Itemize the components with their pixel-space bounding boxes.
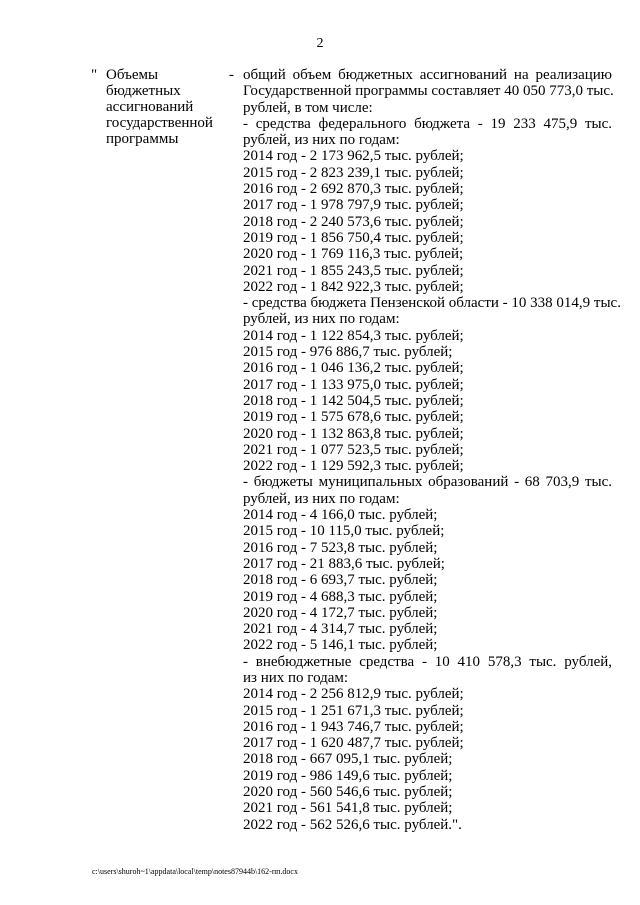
- content-line: 2018 год - 2 240 573,6 тыс. рублей;: [243, 213, 464, 230]
- content-line: 2019 год - 1 575 678,6 тыс. рублей;: [243, 409, 464, 426]
- content-line: 2016 год - 7 523,8 тыс. рублей;: [243, 539, 438, 556]
- content-line: 2017 год - 21 883,6 тыс. рублей;: [243, 555, 445, 572]
- content-line: 2016 год - 1 943 746,7 тыс. рублей;: [243, 718, 464, 735]
- content-line: 2020 год - 560 546,6 тыс. рублей;: [243, 784, 453, 801]
- content-line: 2019 год - 4 688,3 тыс. рублей;: [243, 588, 438, 605]
- row-dash: -: [229, 67, 234, 83]
- content-line: - средства бюджета Пензенской области - 10 338 014,9 тыс.: [243, 295, 621, 312]
- content-line: 2020 год - 4 172,7 тыс. рублей;: [243, 604, 438, 621]
- content-line: 2015 год - 976 886,7 тыс. рублей;: [243, 344, 453, 361]
- row-label-line: программы: [106, 131, 179, 147]
- content-line: 2017 год - 1 133 975,0 тыс. рублей;: [243, 376, 464, 393]
- content-line: из них по годам:: [243, 669, 349, 686]
- content-line: 2019 год - 986 149,6 тыс. рублей;: [243, 767, 453, 784]
- content-line: 2016 год - 1 046 136,2 тыс. рублей;: [243, 360, 464, 377]
- content-line: 2014 год - 1 122 854,3 тыс. рублей;: [243, 327, 464, 344]
- content-line: 2017 год - 1 978 797,9 тыс. рублей;: [243, 197, 464, 214]
- content-line: 2018 год - 667 095,1 тыс. рублей;: [243, 751, 453, 768]
- content-line: рублей, из них по годам:: [243, 311, 400, 328]
- content-line: 2020 год - 1 132 863,8 тыс. рублей;: [243, 425, 464, 442]
- content-line: рублей, из них по годам:: [243, 490, 400, 507]
- row-label-line: государственной: [106, 115, 213, 131]
- content-line: рублей, в том числе:: [243, 99, 373, 116]
- content-line: 2016 год - 2 692 870,3 тыс. рублей;: [243, 181, 464, 198]
- row-label-line: ассигнований: [106, 99, 194, 115]
- content-line: 2015 год - 10 115,0 тыс. рублей;: [243, 523, 445, 540]
- content-line: 2019 год - 1 856 750,4 тыс. рублей;: [243, 229, 464, 246]
- opening-quote: ": [91, 67, 98, 83]
- content-line: - средства федерального бюджета - 19 233 475,9 тыс.: [243, 115, 612, 132]
- content-line: - бюджеты муниципальных образований - 68 703,9 тыс.: [243, 474, 612, 491]
- file-path-footer: c:\users\shuroh~1\appdata\local\temp\notes87944b\162-пп.docx: [92, 867, 298, 876]
- content-line: 2020 год - 1 769 116,3 тыс. рублей;: [243, 246, 464, 263]
- funding-details: [243, 67, 621, 833]
- content-line: 2022 год - 562 526,6 тыс. рублей.".: [243, 816, 462, 833]
- row-label: [106, 67, 226, 147]
- content-line: 2017 год - 1 620 487,7 тыс. рублей;: [243, 735, 464, 752]
- content-line: 2018 год - 1 142 504,5 тыс. рублей;: [243, 392, 464, 409]
- content-line: 2015 год - 1 251 671,3 тыс. рублей;: [243, 702, 464, 719]
- content-line: 2014 год - 2 256 812,9 тыс. рублей;: [243, 686, 464, 703]
- content-line: 2021 год - 1 855 243,5 тыс. рублей;: [243, 262, 464, 279]
- content-line: 2021 год - 4 314,7 тыс. рублей;: [243, 621, 438, 638]
- page-number: 2: [316, 36, 324, 51]
- content-line: 2022 год - 1 129 592,3 тыс. рублей;: [243, 458, 464, 475]
- content-line: 2021 год - 561 541,8 тыс. рублей;: [243, 800, 453, 817]
- row-label-line: бюджетных: [106, 83, 181, 99]
- content-line: 2015 год - 2 823 239,1 тыс. рублей;: [243, 164, 464, 181]
- content-line: общий объем бюджетных ассигнований на реализацию: [243, 67, 612, 83]
- row-label-line: Объемы: [106, 67, 159, 83]
- content-line: 2018 год - 6 693,7 тыс. рублей;: [243, 572, 438, 589]
- content-line: 2022 год - 5 146,1 тыс. рублей;: [243, 637, 438, 654]
- content-line: Государственной программы составляет 40 050 773,0 тыс.: [243, 83, 614, 100]
- content-line: 2022 год - 1 842 922,3 тыс. рублей;: [243, 278, 464, 295]
- content-line: 2021 год - 1 077 523,5 тыс. рублей;: [243, 441, 464, 458]
- content-line: рублей, из них по годам:: [243, 132, 400, 149]
- content-line: - внебюджетные средства - 10 410 578,3 тыс. рублей,: [243, 653, 612, 670]
- content-line: 2014 год - 4 166,0 тыс. рублей;: [243, 507, 438, 524]
- content-line: 2014 год - 2 173 962,5 тыс. рублей;: [243, 148, 464, 165]
